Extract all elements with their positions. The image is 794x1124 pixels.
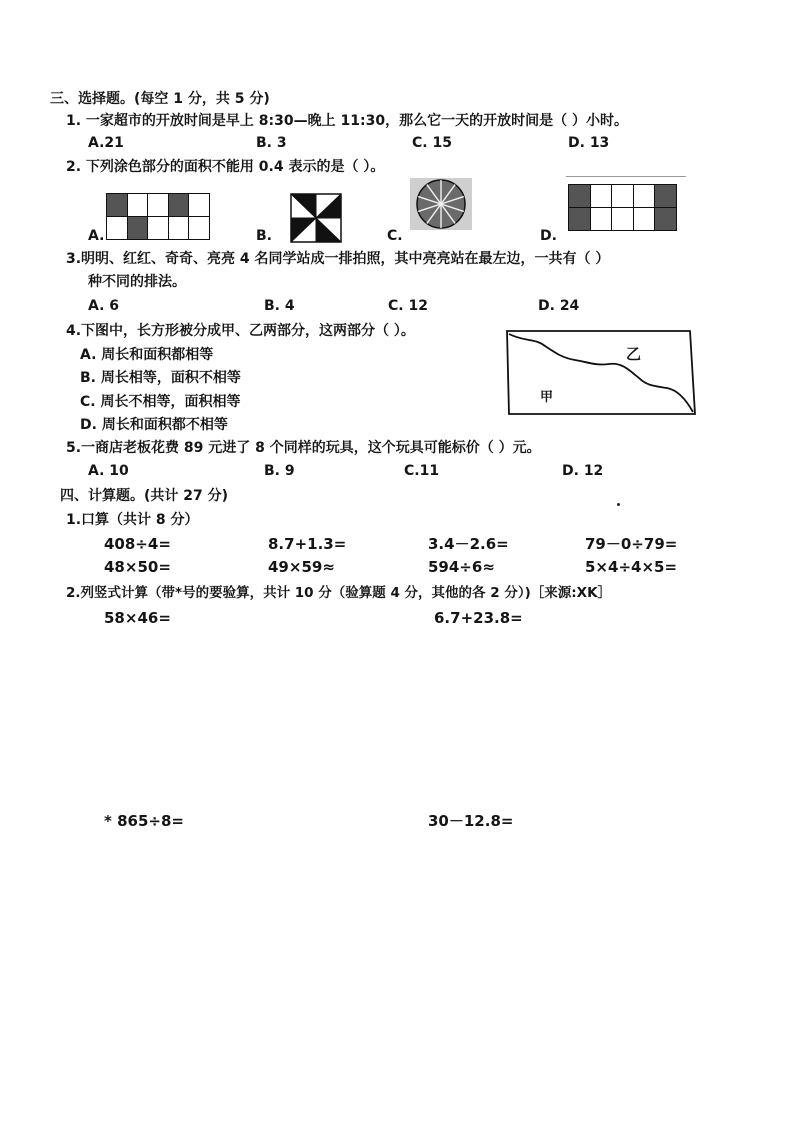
q2-label-b: B. (256, 228, 272, 244)
grid-cell (590, 184, 613, 208)
oral-r1-c2: 8.7+1.3= (268, 535, 347, 553)
q2-label-d: D. (540, 228, 557, 244)
q4-option-b: B. 周长相等，面积不相等 (80, 370, 241, 386)
section3-heading: 三、选择题。(每空 1 分，共 5 分) (50, 91, 270, 107)
vertical-item-2: 6.7+23.8= (434, 609, 523, 627)
q4-figure-rectangle (505, 328, 697, 418)
grid-cell (654, 184, 677, 208)
q4-label-jia: 甲 (540, 390, 554, 405)
q2-figure-a-grid (106, 193, 210, 239)
grid-cell (633, 184, 656, 208)
oral-title: 1.口算（共计 8 分） (66, 512, 199, 528)
grid-cell (654, 207, 677, 231)
grid-cell (168, 216, 190, 240)
oral-r1-c4: 79－0÷79= (585, 535, 678, 553)
grid-cell (611, 184, 634, 208)
grid-cell (611, 207, 634, 231)
q5-option-d: D. 12 (562, 463, 604, 479)
q5-option-a: A. 10 (88, 463, 129, 479)
q4-option-a: A. 周长和面积都相等 (80, 347, 214, 363)
oral-r2-c2: 49×59≈ (268, 558, 335, 576)
vertical-item-3: * 865÷8= (104, 812, 184, 830)
oral-r1-c3: 3.4－2.6= (428, 535, 509, 553)
oral-r2-c1: 48×50= (104, 558, 171, 576)
q4-option-c: C. 周长不相等，面积相等 (80, 394, 241, 410)
q3-option-d: D. 24 (538, 298, 580, 314)
q4-label-yi: 乙 (626, 345, 642, 363)
q2-figure-b-pinwheel (290, 193, 342, 243)
grid-cell (590, 207, 613, 231)
q4-text: 4.下图中，长方形被分成甲、乙两部分，这两部分（ ）。 (66, 323, 415, 339)
grid-cell (568, 184, 591, 208)
vertical-item-1: 58×46= (104, 609, 171, 627)
q3-option-a: A. 6 (88, 298, 120, 314)
q1-option-a: A.21 (88, 135, 124, 151)
speck-mark (617, 503, 620, 506)
q3-option-c: C. 12 (388, 298, 428, 314)
q2-figure-d-grid (568, 184, 676, 230)
q2-label-a: A. (88, 228, 105, 244)
q3-option-b: B. 4 (264, 298, 295, 314)
grid-cell (147, 216, 169, 240)
vertical-title: 2.列竖式计算（带*号的要验算，共计 10 分（验算题 4 分，其他的各 2 分）)［来源:XK］ (66, 585, 612, 601)
grid-cell (633, 207, 656, 231)
q5-option-b: B. 9 (264, 463, 295, 479)
q5-option-c: C.11 (404, 463, 440, 479)
vertical-item-4: 30－12.8= (428, 812, 514, 830)
q3-text-line1: 3.明明、红红、奇奇、亮亮 4 名同学站成一排拍照，其中亮亮站在最左边，一共有（ ） (66, 251, 610, 267)
q4-option-d: D. 周长和面积都不相等 (80, 417, 228, 433)
q1-text: 1. 一家超市的开放时间是早上 8:30—晚上 11:30，那么它一天的开放时间是（ ）小时。 (66, 113, 628, 129)
oral-r1-c1: 408÷4= (104, 535, 171, 553)
q1-option-b: B. 3 (256, 135, 287, 151)
grid-cell (188, 193, 210, 217)
grid-cell (106, 193, 128, 217)
oral-r2-c4: 5×4÷4×5= (585, 558, 678, 576)
q2-text: 2. 下列涂色部分的面积不能用 0.4 表示的是（ ）。 (66, 159, 385, 175)
q2-label-c: C. (387, 228, 403, 244)
grid-cell (188, 216, 210, 240)
grid-cell (106, 216, 128, 240)
grid-cell (127, 216, 149, 240)
grid-cell (568, 207, 591, 231)
grid-cell (168, 193, 190, 217)
q1-option-c: C. 15 (412, 135, 452, 151)
oral-r2-c3: 594÷6≈ (428, 558, 495, 576)
grid-cell (127, 193, 149, 217)
q2-figure-c-circle (410, 178, 472, 230)
q2-figure-d-topline (566, 176, 686, 177)
q5-text: 5.一商店老板花费 89 元进了 8 个同样的玩具，这个玩具可能标价（ ）元。 (66, 440, 541, 456)
grid-cell (147, 193, 169, 217)
section4-heading: 四、计算题。(共计 27 分) (60, 488, 229, 504)
q1-option-d: D. 13 (568, 135, 610, 151)
q3-text-line2: 种不同的排法。 (88, 274, 186, 290)
